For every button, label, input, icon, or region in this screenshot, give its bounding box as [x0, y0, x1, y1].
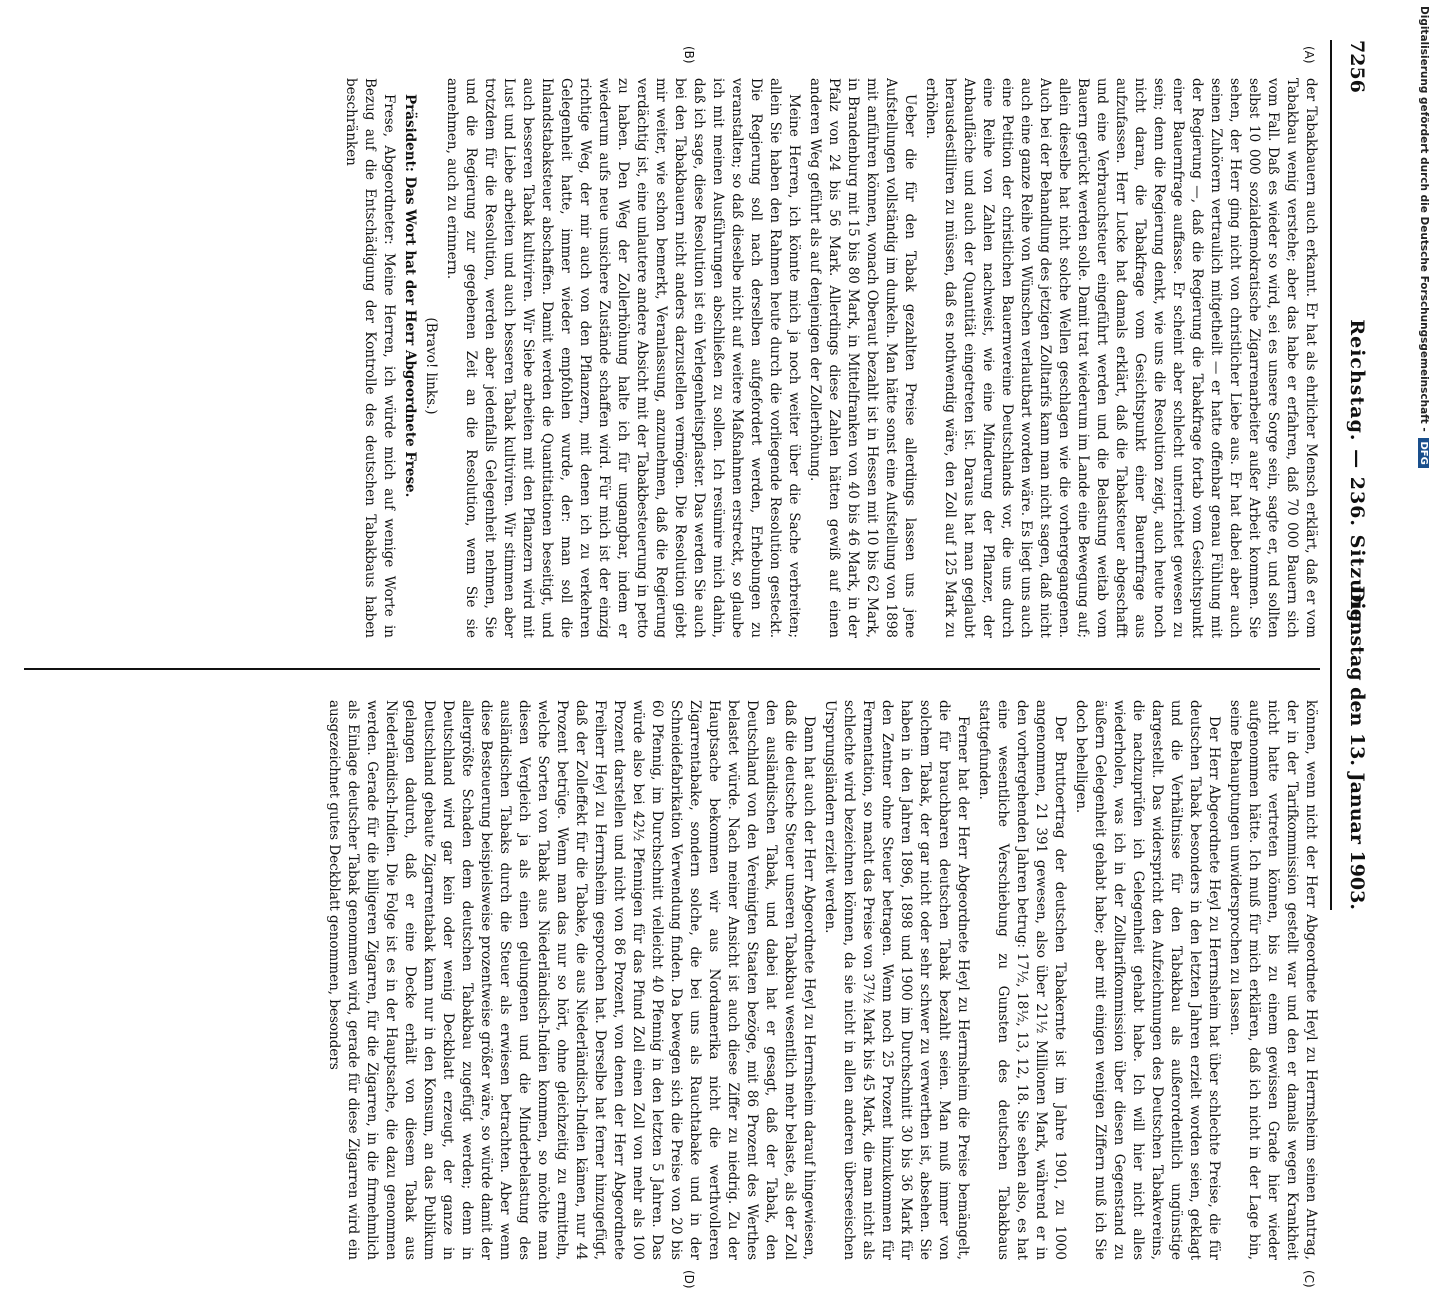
page-number: 7256 [1346, 40, 1368, 93]
paragraph: können, wenn nicht der Herr Abgeordnete Heyl zu Herrnsheim seinen Antrag, der in der Tarifkommission gestellt war und den er damals wegen Krankheit nicht hatte vertreten können, bis zu einem gewissen Grade hier wieder aufgenommen hätte. Ich muß für mich erklären, daß ich nicht in der Lage bin, seine Behauptungen unwidersprochen zu lassen. [1227, 700, 1319, 1260]
session-title: Reichstag. — 236. Sitzung. [1346, 319, 1368, 631]
paragraph: Dann hat auch der Herr Abgeordnete Heyl zu Herrnsheim darauf hingewiesen, daß die deutsche Steuer unseren Tabakbau wesentlich mehr belaste, als der Zoll den ausländischen Tabak, und dabei hat er gesagt, daß der Tabak, den Deutschland von den Vereinigten Staaten bezöge, mit 86 Prozent des Werthes belastet würde. Nach meiner Ansicht ist auch diese Ziffer zu niedrig. Zu der Hauptsache bekommen wir aus Nordamerika nicht die werthvolleren Zigarrentabake, sondern solche, die bei uns als Rauchtabake und in der Schneidefabrikation Verwendung finden. Da bewegen sich die Preise von 20 bis 60 Pfennig, im Durchschnitt vielleicht 40 Pfennig in den letzten 5 Jahren. Das würde also bei 42½ Pfennigen für das Pfund Zoll einen Zoll von mehr als 100 Prozent darstellen und nicht von 86 Prozent, von denen der Herr Abgeordnete Freiherr Heyl zu Herrnsheim gesprochen hat. Derselbe hat ferner hinzugefügt, daß der Zolleffekt für die Tabake, die aus Niederländisch-Indien kämen, nur 44 Prozent betrüge. Wenn man das nur so hört, ohne gleichzeitig zu ermitteln, welche Sorten von Tabak aus Niederländisch-Indien kommen, so möchte man diesen Vergleich ja als einen gelungenen und die Minderbelastung des ausländischen Tabaks durch die Steuer als erwiesen betrachten. Aber wenn diese Besteuerung beispielsweise prozentweise größer wäre, so würde damit der allergrößte Schaden dem deutschen Tabakbau zugefügt werden; denn in Deutschland wird gar kein oder wenig Deckblatt erzeugt, der ganze in Deutschland gebaute Zigarrentabak kann nur in den Konsum, an das Publikum gelangen dadurch, daß er eine Decke erhält von diesem Tabak aus Niederländisch-Indien. Die Folge ist es in der Hauptsache, die dazu genommen werden. Gerade für die billigeren Zigarren, für die Zigarren, in die firmehmlich als Einlage deutscher Tabak genommen wird, gerade für diese Zigarren wird ein ausgezeichnet gutes Deckblatt genommen, besonders [326, 700, 817, 1260]
paragraph: Ueber die für den Tabak gezahlten Preise allerdings lassen uns jene Aufstellungen vollständig im dunkeln. Man hätte sonst eine Aufstellung von 1898 mit anführen können, wonach Oberaut bezahlt ist in Hessen mit 10 bis 62 Mark, in Brandenburg mit 15 bis 80 Mark, in Mittelfranken von 40 bis 46 Mark, in der Pfalz von 24 bis 56 Mark. Allerdings diese Zahlen hätten gewiß auf einen anderen Weg geführt als auf denjenigen der Zollerhöhung. [807, 78, 918, 638]
page-header [1340, 40, 1374, 910]
digitization-text: Digitalisierung gefördert durch die Deutsche Forschungsgemeinschaft - [1418, 6, 1430, 432]
paragraph: Der Herr Abgeordnete Heyl zu Herrnsheim hat über schlechte Preise, die für deutschen Tabak besonders in den letzten Jahren erzielt worden seien, geklagt und die Verhältnisse für den Tabakbau als außerordentlich ungünstige dargestellt. Das widerspricht den Aufzeichnungen des Deutschen Tabakvereins, die nachzuprüfen ich Gelegenheit gehabt habe. Ich will hier nicht alles wiederholen, was ich in der Zolltarifkommission über diesen Gegenstand zu äußern Gelegenheit gehabt habe; aber mit einigen wenigen Ziffern muß ich Sie doch behelligen. [1073, 700, 1222, 1260]
right-column [24, 700, 1320, 1260]
header-rule [1330, 40, 1332, 910]
dfg-badge: DFG [1418, 438, 1429, 467]
margin-marker-a: (A) [1302, 46, 1316, 64]
digitization-note [1400, 0, 1434, 1000]
paragraph: Meine Herren, ich könnte mich ja noch weiter über die Sache verbreiten; allein Sie haben den Rahmen heute durch die vorliegende Resolution gesteckt. Die Regierung soll nach derselben aufgefordert werden, Erhebungen zu veranstalten; so daß dieselbe nicht auf weitere Maßnahmen erstreckt, so glaube ich mit meinen Ausführungen abschließen zu sollen. Ich resümire mich dahin, daß ich sage, diese Resolution ist ein Verlegenheitspflaster. Das werden Sie auch bei den Tabakbauern nicht anders darzustellen vermögen. Die Resolution giebt mir weiter, wie schon bemerkt, Veranlassung, anzunehmen, daß die Regierung verdächtig ist, eine unlautere andere Absicht mit der Tabakbesteuerung in petto zu haben. Den Weg der Zollerhöhung halte ich für ungangbar, indem er wiederum aufs neue unsichere Zustände schaffen wird. Für mich ist der einzig richtige Weg, der mir auch von den Pflanzern, mit denen ich zu verkehren Gelegenheit hatte, immer wieder empfohlen wurde, der: man soll die Inlandstabaksteuer abschaffen. Damit werden die Quantitationen beseitigt, und auch besseren Tabak kultiviren. Wir Siebe arbeiten mit den Pflanzern wird mit Lust und Liebe arbeiten und auch besseren Tabak kultiviren. Wir stimmen aber trotzdem für die Resolution, werden aber jedenfalls Gelegenheit nehmen, Sie und die Regierung zur gegebenen Zeit an die Resolution, wenn Sie sie annehmen, auch zu erinnern. [444, 78, 802, 638]
speaker-line: Frese, Abgeordneter: Meine Herren, ich würde mich auf wenige Worte in Bezug auf die Entschädigung der Kontrolle des deutschen Tabakbaus haben beschränken [343, 78, 397, 638]
margin-marker-d: (D) [682, 1270, 696, 1289]
left-column [24, 78, 1320, 638]
column-divider [24, 668, 1320, 670]
paragraph: Ferner hat der Herr Abgeordnete Heyl zu Herrnsheim die Preise bemängelt, die für brauchbaren deutschen Tabak bezahlt seien. Man muß immer von solchem Tabak, der gar nicht oder sehr schwer zu verwerthen ist, absehen. Sie haben in den Jahren 1896, 1898 und 1900 im Durchschnitt 30 bis 36 Mark für den Zentner ohne Steuer betragen. Wenn noch 25 Prozent hinzukommen für Fermentation, so macht das Preise von 37½ Mark bis 45 Mark, die man nicht als schlechte wird bezeichnen können, da sie nicht in allen anderen überseeischen Ursprungsländern erzielt werden. [822, 700, 971, 1260]
paragraph: der Tabakbauern auch erkannt. Er hat als ehrlicher Mensch erklärt, daß er vom Tabakbau wenig verstehe; aber das habe er erfahren, daß 70 000 Bauern sich vom Fall. Daß es wieder so wird, sei es unsere Sorge sein, sagte er, und sollten selbst 10 000 sozialdemokratische Zigarrenarbeiter außer Arbeit kommen. Sie sehen, der Herr ging nicht von christlicher Liebe aus. Er hat dabei aber auch seinen Zuhörern vertraulich mitgetheilt — er hatte offenbar genau Fühlung mit der Regierung —, daß die Regierung die Tabakfrage fortab vom Gesichtspunkt einer Bauernfrage auffasse. Er scheint aber schlecht unterrichtet gewesen zu sein; denn die Regierung denkt, wie uns die Resolution zeigt, auch heute noch nicht daran, die Tabakfrage vom Gesichtspunkt einer Bauernfrage aus aufzufassen. Herr Lucke hat damals erklärt, daß die Tabaksteuer abgeschafft und eine Verbrauchsteuer eingeführt werden und die Belastung weitab vom Bauern gerückt werden solle. Damit trat wiederum im Lande eine Bewegung auf; allein dieselbe hat nicht solche Wellen geschlagen wie die vorhergegangenen. Auch bei der Behandlung des jetzigen Zolltarifs kann man nicht sagen, daß nicht auch eine ganze Reihe von Wünschen verlautbart worden wäre. Es liegt uns auch eine Petition der christlichen Bauernvereine Deutschlands vor, die uns durch eine Reihe von Zahlen nachweist, wie eine Minderung der Pflanzer, der Anbaufläche und auch der Quantität eingetreten ist. Daraus hat man geglaubt herausdestilliren zu müssen, daß es nothwendig wäre, den Zoll auf 125 Mark zu erhöhen. [923, 78, 1319, 638]
margin-marker-b: (B) [682, 46, 696, 64]
paragraph: Der Bruttoertrag der deutschen Tabakernte ist im Jahre 1901, zu 1000 angenommen, 21 391 gewesen, also über 21½ Millionen Mark, während er in den vorhergehenden Jahren betrug: 17½, 18½, 13, 12, 18. Sie sehen also, es hat eine wesentliche Verschiebung zu Gunsten des deutschen Tabakbaus stattgefunden. [976, 700, 1068, 1260]
president-line: Präsident: Das Wort hat der Herr Abgeordnete Frese. [402, 94, 418, 498]
applause-note: (Bravo! links.) [423, 317, 439, 415]
session-date: Dienstag den 13. Januar 1903. [1346, 585, 1368, 910]
margin-marker-c: (C) [1302, 1270, 1316, 1288]
